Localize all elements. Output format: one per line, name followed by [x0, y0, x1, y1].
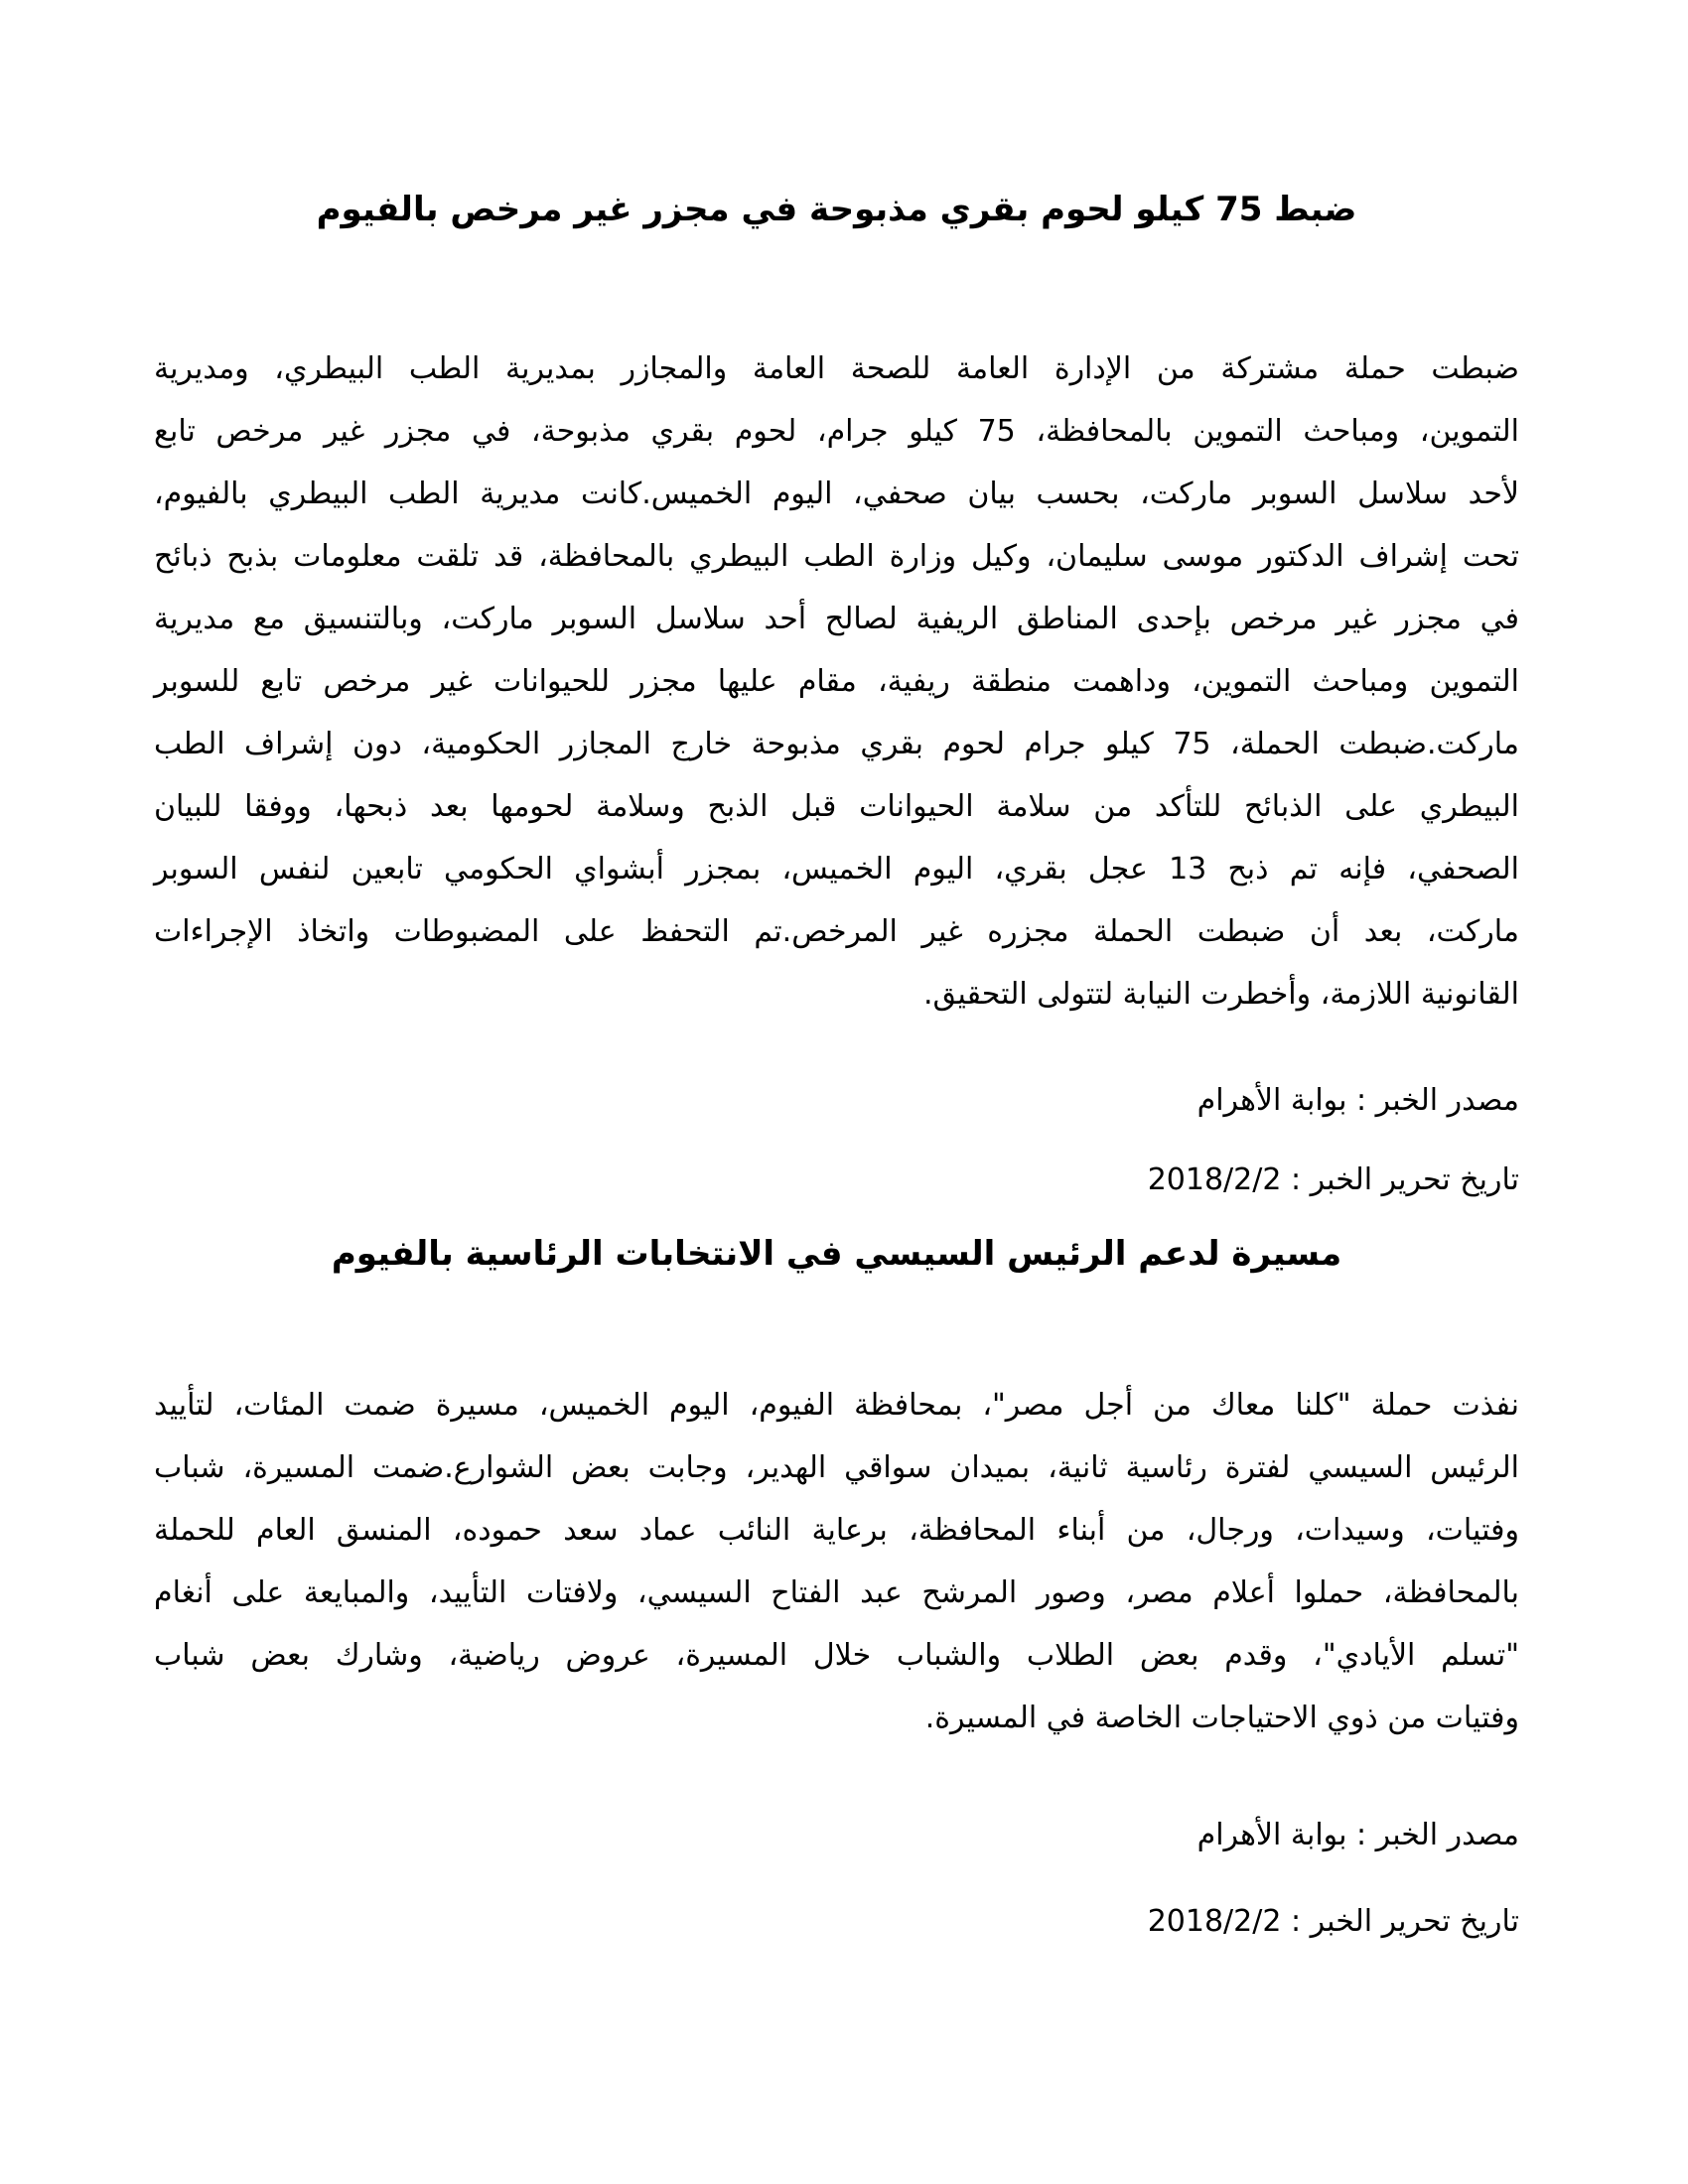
body-line: نفذت حملة "كلنا معاك من أجل مصر"، بمحافظة الفيوم، اليوم الخميس، مسيرة ضمت المئات، لتأييد	[154, 1388, 1519, 1423]
body-line: التموين ومباحث التموين، وداهمت منطقة ريفية، مقام عليها مجزر للحيوانات غير مرخص تابع للسوبر	[154, 664, 1519, 699]
article-1-title: ضبط 75 كيلو لحوم بقري مذبوحة في مجزر غير مرخص بالفيوم	[316, 190, 1357, 229]
body-line: الرئيس السيسي لفترة رئاسية ثانية، بميدان سواقي الهدير، وجابت بعض الشوارع.ضمت المسيرة، شباب	[154, 1450, 1519, 1485]
article-2-body	[154, 1374, 1519, 1749]
body-line: الصحفي، فإنه تم ذبح 13 عجل بقري، اليوم الخميس، بمجزر أبشواي الحكومي تابعين لنفس السوبر	[154, 852, 1520, 887]
body-line: القانونية اللازمة، وأخطرت النيابة لتتولى التحقيق.	[923, 977, 1519, 1012]
body-line: وفتيات، وسيدات، ورجال، من أبناء المحافظة، برعاية النائب عماد سعد حموده، المنسق العام للحملة	[154, 1513, 1519, 1548]
body-line: التموين، ومباحث التموين بالمحافظة، 75 كيلو جرام، لحوم بقري مذبوحة، في مجزر غير مرخص تابع	[154, 414, 1519, 449]
body-line: وفتيات من ذوي الاحتياجات الخاصة في المسيرة.	[924, 1701, 1519, 1735]
article-1-body	[154, 338, 1519, 1025]
news-source-line: مصدر الخبر : بوابة الأهرام	[1196, 1083, 1519, 1118]
body-line: بالمحافظة، حملوا أعلام مصر، وصور المرشح عبد الفتاح السيسي، ولافتات التأييد، والمبايعة على أنغام	[154, 1575, 1519, 1610]
body-line: لأحد سلاسل السوبر ماركت، بحسب بيان صحفي، اليوم الخميس.كانت مديرية الطب البيطري بالفيوم،	[154, 477, 1519, 511]
news-date-line: تاريخ تحرير الخبر : 2018/2/2	[1147, 1904, 1519, 1939]
body-line: ماركت.ضبطت الحملة، 75 كيلو جرام لحوم بقري مذبوحة خارج المجازر الحكومية، دون إشراف الطب	[154, 727, 1519, 761]
body-line: "تسلم الأيادي"، وقدم بعض الطلاب والشباب خلال المسيرة، عروض رياضية، وشارك بعض شباب	[154, 1638, 1519, 1673]
body-line: تحت إشراف الدكتور موسى سليمان، وكيل وزارة الطب البيطري بالمحافظة، قد تلقت معلومات بذبح ذبائح	[154, 539, 1519, 574]
news-source-line: مصدر الخبر : بوابة الأهرام	[1196, 1818, 1519, 1852]
body-line: البيطري على الذبائح للتأكد من سلامة الحيوانات قبل الذبح وسلامة لحومها بعد ذبحها، ووفقا للبيان	[154, 789, 1519, 824]
body-line: في مجزر غير مرخص بإحدى المناطق الريفية لصالح أحد سلاسل السوبر ماركت، وبالتنسيق مع مديرية	[154, 602, 1519, 636]
article-2-title: مسيرة لدعم الرئيس السيسي في الانتخابات الرئاسية بالفيوم	[331, 1234, 1342, 1274]
news-date-line: تاريخ تحرير الخبر : 2018/2/2	[1147, 1162, 1519, 1197]
body-line: ماركت، بعد أن ضبطت الحملة مجزره غير المرخص.تم التحفظ على المضبوطات واتخاذ الإجراءات	[154, 914, 1519, 949]
body-line: ضبطت حملة مشتركة من الإدارة العامة للصحة العامة والمجازر بمديرية الطب البيطري، ومديرية	[154, 351, 1519, 386]
